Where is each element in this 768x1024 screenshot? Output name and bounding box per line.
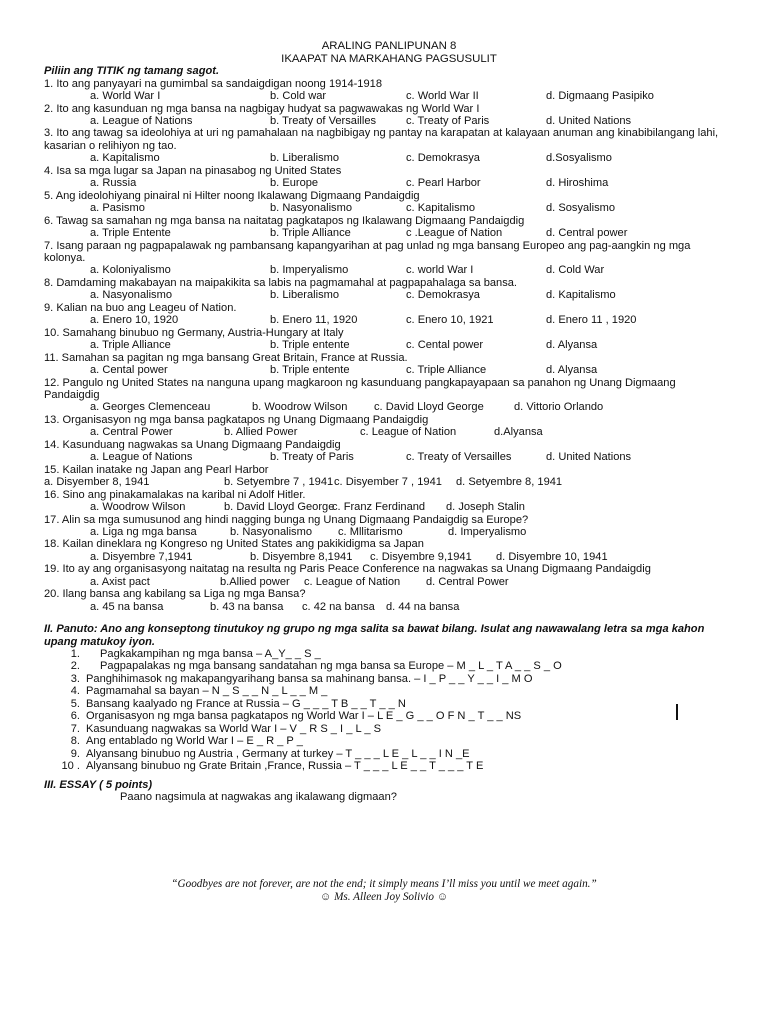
choice-option: b. Cold war (270, 90, 327, 103)
question: 4. Isa sa mga lugar sa Japan na pinasabog ng United States (44, 164, 342, 177)
choice-option: d. Digmaang Pasipiko (546, 90, 654, 103)
fill-in-item (58, 710, 734, 722)
choice-option: d. United Nations (546, 115, 632, 127)
choice-option: a. Russia (90, 177, 137, 190)
choice-option: c. world War I (406, 264, 474, 277)
choice-option: b. David Lloyd George (224, 501, 335, 514)
footer-author: ☺ Ms. Alleen Joy Solivio ☺ (319, 891, 449, 903)
choice-option: d. Sosyalismo (546, 202, 616, 215)
choice-option: b. Europe (270, 177, 319, 190)
choice-option: d. Alyansa (546, 364, 598, 377)
question: 9. Kalian na buo ang Leageu of Nation. (44, 301, 237, 314)
text-cursor (676, 704, 678, 720)
question: 2. Ito ang kasunduan ng mga bansa na nagbigay hudyat sa pagwawakas ng World War I (44, 102, 480, 115)
choice-option: d. Central Power (426, 575, 509, 588)
part2-instruction: II. Panuto: Ano ang konseptong tinutukoy ng grupo ng mga salita sa bawat bilang. Isulat ang nawawalang letra sa mga kahon upang matukoy iyon. (44, 623, 705, 648)
fill-in-item (58, 648, 734, 660)
choice-option: d.Alyansa (494, 426, 543, 439)
item-number: 5. (70, 697, 80, 710)
item-text: Organisasyon ng mga bansa pagkatapos ng World War I – L E _ G _ _ O F N _ T _ _ NS (86, 710, 522, 723)
question: 15. Kailan inatake ng Japan ang Pearl Harbor (44, 463, 269, 476)
choice-option: d. Imperyalismo (448, 525, 527, 538)
choice-row (44, 601, 734, 613)
choice-option: a. Koloniyalismo (90, 264, 171, 277)
fill-in-item (58, 685, 734, 697)
choice-option: d. Joseph Stalin (446, 501, 525, 514)
question: 5. Ang ideolohiyang pinairal ni Hilter noong Ikalawang Digmaang Pandaigdig (44, 189, 420, 202)
item-text: Pagkakampihan ng mga bansa – A_Y_ _ S _ (100, 648, 321, 661)
choice-option: d. Alyansa (546, 339, 598, 352)
choice-option: d. Hiroshima (546, 177, 609, 190)
choice-option: a. Kapitalismo (90, 152, 160, 165)
choice-row (44, 202, 734, 214)
choice-row (44, 115, 734, 127)
choice-row (44, 476, 734, 488)
choice-option: d. Vittorio Orlando (514, 401, 604, 414)
choice-row (44, 364, 734, 376)
choice-option: d. Kapitalismo (546, 289, 616, 302)
choice-option: b. Liberalismo (270, 152, 340, 165)
question: 17. Alin sa mga sumusunod ang hindi nagging bunga ng Unang Digmaang Pandaigdig sa Europe? (44, 513, 529, 526)
choice-option: c. Disyember 7 , 1941 (334, 476, 442, 489)
item-text: Panghihimasok ng makapangyarihang bansa sa mahinang bansa. – I _ P _ _ Y _ _ I _ M O (86, 672, 533, 685)
choice-row (44, 576, 734, 588)
item-text: Pagmamahal sa bayan – N _ S _ _ N _ L _ _ M _ (86, 685, 328, 698)
choice-option: a. League of Nations (90, 451, 193, 464)
choice-option: a. Enero 10, 1920 (90, 314, 179, 327)
choice-option: c. World War II (406, 90, 479, 103)
question: 3. Ito ang tawag sa ideolohiya at uri ng pamahalaan na nagbibigay ng pantay na karapatan at kalayaan anuman ang kinabibilangang lahi, kasarian o relihiyon ng tao. (44, 127, 719, 152)
question: 18. Kailan dineklara ng Kongreso ng United States ang pakikidigma sa Japan (44, 538, 424, 551)
choice-option: b. Treaty of Paris (270, 451, 354, 464)
choice-option: c. Kapitalismo (406, 202, 476, 215)
fill-in-item (58, 748, 734, 760)
fill-in-item (58, 660, 734, 672)
choice-option: c. Enero 10, 1921 (406, 314, 494, 327)
item-text: Alyansang binubuo ng Austria , Germany at turkey – T _ _ _ L E _ L _ _ I N _E (86, 747, 470, 760)
choice-option: a. Cental power (90, 364, 168, 377)
choice-option: c .League of Nation (406, 227, 503, 240)
choice-row (44, 501, 734, 513)
choice-option: c. Demokrasya (406, 289, 480, 302)
choice-row (44, 401, 734, 413)
footer-quote-block (0, 878, 768, 904)
choice-option: b. Nasyonalismo (270, 202, 353, 215)
question: 20. Ilang bansa ang kabilang sa Liga ng mga Bansa? (44, 588, 306, 601)
item-text: Bansang kaalyado ng France at Russia – G _ _ _ T B _ _ T _ _ N (86, 697, 406, 710)
essay-title: III. ESSAY ( 5 points) (44, 778, 153, 791)
choice-option: c. Pearl Harbor (406, 177, 481, 190)
choice-option: b. Imperyalismo (270, 264, 349, 277)
choice-option: a. World War I (90, 90, 161, 103)
item-number: 3. (70, 672, 80, 685)
choice-option: a. Central Power (90, 426, 173, 439)
fill-in-list (44, 648, 734, 773)
question: 19. Ito ay ang organisasyong naitatag na resulta ng Paris Peace Conference na nagwakas sa Unang Digmaang Pandaigdig (44, 563, 651, 576)
choice-option: b. Triple entente (270, 339, 350, 352)
choice-option: b. Triple Alliance (270, 227, 351, 240)
question: 13. Organisasyon ng mga bansa pagkatapos ng Unang Digmaang Pandaigdig (44, 413, 429, 426)
choice-option: d.Sosyalismo (546, 152, 612, 165)
choice-row (44, 227, 734, 239)
fill-in-item (58, 760, 734, 772)
item-number: 4. (70, 685, 80, 698)
choice-option: b. Allied Power (224, 426, 298, 439)
choice-row (44, 177, 734, 189)
fill-in-item (58, 735, 734, 747)
choice-option: b. Triple entente (270, 364, 350, 377)
question-list (44, 78, 734, 613)
choice-row (44, 314, 734, 326)
choice-option: a. Nasyonalismo (90, 289, 173, 302)
choice-option: a. Disyembre 7,1941 (90, 550, 193, 563)
choice-option: b.Allied power (220, 575, 290, 588)
item-number: 2. (70, 660, 80, 673)
choice-option: a. Disyember 8, 1941 (44, 476, 150, 489)
question: 8. Damdaming makabayan na maipakikita sa labis na pagmamahal at pagpapahalaga sa bansa. (44, 276, 518, 289)
choice-option: c. Disyembre 9,1941 (370, 550, 472, 563)
choice-option: c. Treaty of Paris (406, 115, 490, 127)
choice-option: a. Triple Alliance (90, 339, 171, 352)
part1-instruction: Piliin ang TITIK ng tamang sagot. (44, 65, 220, 78)
item-text: Ang entablado ng World War I – E _ R _ P _ (86, 735, 303, 748)
choice-row (44, 152, 734, 164)
choice-option: c. League of Nation (304, 575, 401, 588)
choice-option: b. Treaty of Versailles (270, 115, 377, 127)
choice-option: d. Central power (546, 227, 628, 240)
choice-option: a. Woodrow Wilson (90, 501, 186, 514)
fill-in-item (58, 698, 734, 710)
question: 14. Kasunduang nagwakas sa Unang Digmaang Pandaigdig (44, 438, 341, 451)
choice-option: a. League of Nations (90, 115, 193, 127)
choice-option: b. Disyembre 8,1941 (250, 550, 353, 563)
choice-option: c. Mllitarismo (338, 525, 403, 538)
question: 11. Samahan sa pagitan ng mga bansang Great Britain, France at Russia. (44, 351, 408, 364)
choice-option: a. 45 na bansa (90, 600, 164, 613)
question: 1. Ito ang panyayari na gumimbal sa sandaigdigan noong 1914-1918 (44, 77, 382, 90)
item-number: 6. (70, 710, 80, 723)
choice-option: a. Liga ng mga bansa (90, 525, 197, 538)
choice-option: a. Triple Entente (90, 227, 171, 240)
choice-row (44, 264, 734, 276)
choice-option: b. Setyembre 7 , 1941 (224, 476, 334, 489)
item-text: Pagpapalakas ng mga bansang sandatahan ng mga bansa sa Europe – M _ L _ T A _ _ S _ O (100, 660, 562, 673)
exam-subtitle: IKAAPAT NA MARKAHANG PAGSUSULIT (281, 52, 497, 65)
choice-option: a. Georges Clemenceau (90, 401, 211, 414)
choice-option: d. Cold War (546, 264, 605, 277)
choice-row (44, 339, 734, 351)
item-text: Kasunduang nagwakas sa World War I – V _ R S _ I _ L _ S (86, 722, 381, 735)
question: 6. Tawag sa samahan ng mga bansa na naitatag pagkatapos ng Ikalawang Digmaang Pandaigdig (44, 214, 525, 227)
question: 10. Samahang binubuo ng Germany, Austria-Hungary at Italy (44, 326, 344, 339)
choice-option: b. Enero 11, 1920 (270, 314, 358, 327)
item-text: Alyansang binubuo ng Grate Britain ,France, Russia – T _ _ _ L E _ _ T _ _ _ T E (86, 760, 484, 773)
choice-option: d. Setyembre 8, 1941 (456, 476, 563, 489)
fill-in-item (58, 673, 734, 685)
choice-option: b. Woodrow Wilson (252, 401, 348, 414)
choice-option: b. 43 na bansa (210, 600, 284, 613)
choice-option: c. Franz Ferdinand (332, 501, 426, 514)
question: 16. Sino ang pinakamalakas na karibal ni Adolf Hitler. (44, 488, 306, 501)
item-number: 8. (70, 735, 80, 748)
choice-row (44, 426, 734, 438)
exam-title: ARALING PANLIPUNAN 8 (321, 40, 457, 52)
choice-option: d. Disyembre 10, 1941 (496, 550, 608, 563)
choice-option: b. Liberalismo (270, 289, 340, 302)
choice-option: a. Axist pact (90, 575, 150, 588)
choice-option: c. Demokrasya (406, 152, 480, 165)
choice-option: c. Treaty of Versailles (406, 451, 512, 464)
choice-option: c. League of Nation (360, 426, 457, 439)
choice-option: b. Nasyonalismo (230, 525, 313, 538)
choice-option: d. 44 na bansa (386, 600, 460, 613)
choice-option: c. David Lloyd George (374, 401, 484, 414)
item-number: 10 . (61, 760, 80, 773)
choice-option: d. Enero 11 , 1920 (546, 314, 637, 327)
essay-question: Paano nagsimula at nagwakas ang ikalawang digmaan? (120, 791, 397, 804)
footer-quote: “Goodbyes are not forever, are not the end; it simply means I’ll miss you until we meet again.” (171, 878, 597, 890)
choice-row (44, 90, 734, 102)
exam-page (44, 40, 734, 803)
item-number: 7. (70, 722, 80, 735)
choice-row (44, 526, 734, 538)
question: 7. Isang paraan ng pagpapalawak ng pambansang kapangyarihan at pag unlad ng mga bansang Europeo ang pag-aangkin ng mga kolonya. (44, 239, 691, 264)
choice-option: c. Cental power (406, 339, 484, 352)
choice-option: d. United Nations (546, 451, 632, 464)
choice-row (44, 551, 734, 563)
choice-option: a. Pasismo (90, 202, 145, 215)
item-number: 1. (70, 648, 80, 661)
choice-option: c. Triple Alliance (406, 364, 487, 377)
choice-row (44, 289, 734, 301)
item-number: 9. (70, 747, 80, 760)
choice-row (44, 451, 734, 463)
fill-in-item (58, 723, 734, 735)
choice-option: c. 42 na bansa (302, 600, 375, 613)
question: 12. Pangulo ng United States na nanguna upang magkaroon ng kasunduang pangkapayapaan sa panahon ng Unang Digmaang Pandaigdig (44, 376, 676, 401)
